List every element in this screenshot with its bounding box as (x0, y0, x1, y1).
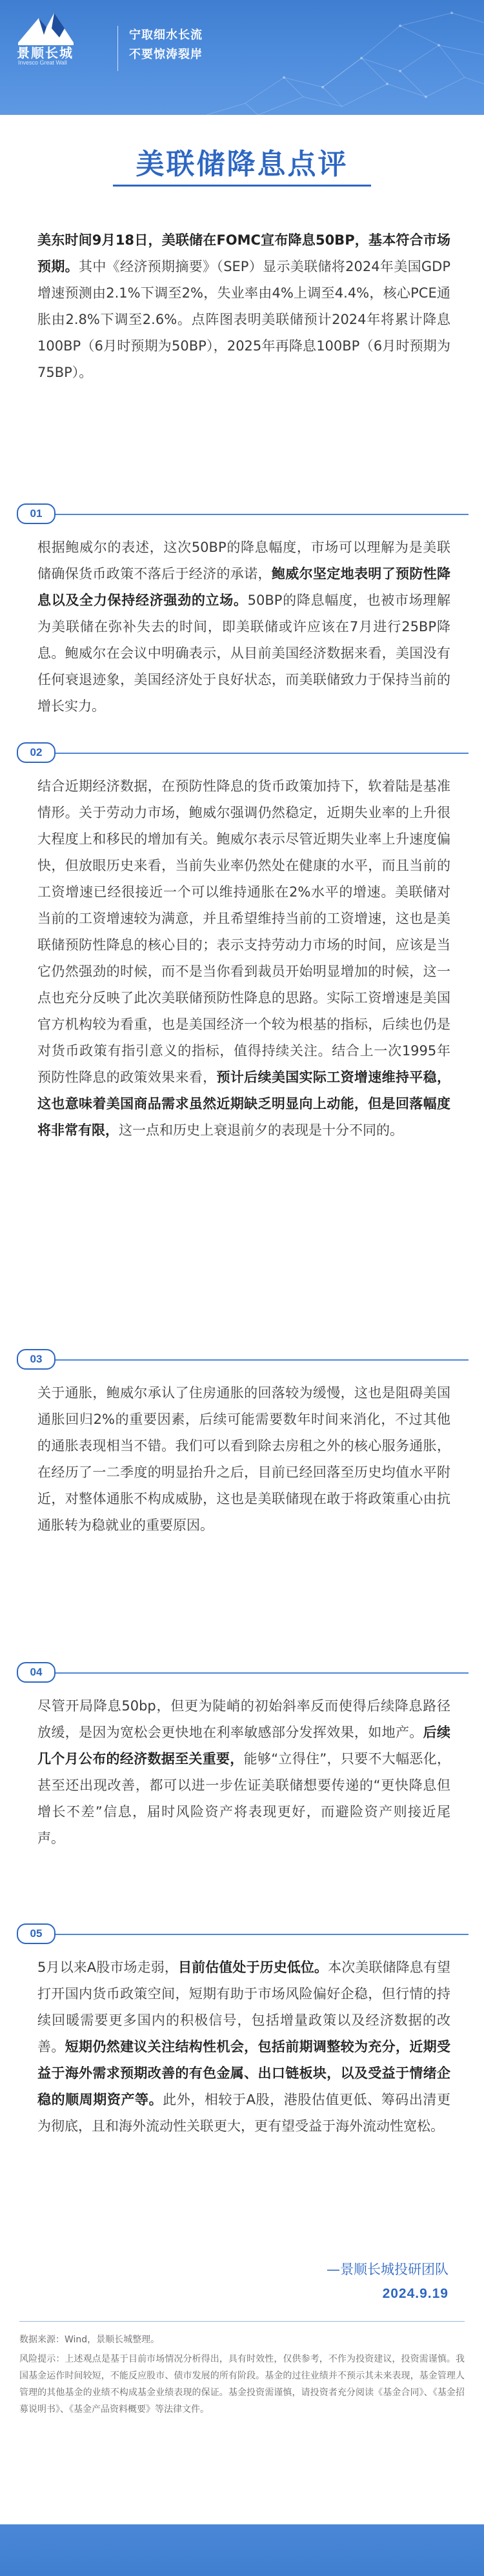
body-text: 关于通胀，鲍威尔承认了住房通胀的回落较为缓慢，这也是阻碍美国通胀回归2%的重要因素，后续可能需要数年时间来消化，不过其他的通胀表现相当不错。我们可以看到除去房租之外的核心服务通胀，在经历了一二季度的明显抬升之后，目前已经回落至历史均值水平附近，对整体通胀不构成威胁，这也是美联储现在敢于将政策重心由抗通胀转为稳就业的重要原因。 (37, 1385, 450, 1533)
highlight-text: 预计后续美国实际工资增速维持平稳，这也意味着美国商品需求虽然近期缺乏明显向上动能，但是回落幅度将非常有限， (37, 1070, 451, 1138)
logo-english-name: Invesco Great Wall (18, 59, 67, 66)
author-signature: —景顺长城投研团队 (327, 2262, 449, 2277)
intro-bold-text: 美东时间9月18日，美联储在FOMC宣布降息50BP，基本符合市场预期。 (37, 232, 450, 274)
header-divider (117, 26, 118, 71)
section-divider-line (55, 753, 469, 754)
section-paragraph (37, 1380, 450, 1539)
intro-section (37, 227, 450, 386)
highlight-text: 鲍威尔坚定地表明了预防性降息以及全力保持经济强劲的立场。 (37, 566, 451, 608)
title-area (0, 115, 484, 200)
body-text: 这一点和历史上衰退前夕的表现是十分不同的。 (119, 1122, 403, 1138)
body-text: 根据鲍威尔的表述，这次50BP的降息幅度，市场可以理解为是美联储确保货币政策不落后于经济的承诺， (37, 540, 450, 582)
section-body (37, 1693, 450, 1852)
body-text: 本次美联储降息有望打开国内货币政策空间，短期有助于市场风险偏好企稳，但行情的持续回暖需要更多国内的积极信号，包括增量政策以及经济数据的改善。 (37, 1960, 451, 2054)
highlight-text: 目前估值处于历史低位。 (177, 1960, 328, 1975)
body-text: 尽管开局降息50bp，但更为陡峭的初始斜率反而使得后续降息路径放缓，是因为宽松会更快地在利率敏感部分发挥效果，如地产。 (37, 1698, 450, 1740)
section-divider-line (55, 514, 469, 515)
section-number-badge: 04 (17, 1662, 55, 1683)
section-paragraph (37, 1954, 450, 2140)
highlight-text: 短期仍然建议关注结构性机会，包括前期调整较为充分，近期受益于海外需求预期改善的有色金属、出口链板块，以及受益于情绪企稳的顺周期资产等。 (37, 2039, 451, 2107)
section-number-badge: 02 (17, 742, 55, 763)
body-text: 50BP的降息幅度，也被市场理解为美联储在弥补失去的时间，即美联储或许应该在7月进行25BP降息。鲍威尔在会议中明确表示，从目前美国经济数据来看，美国没有任何衰退迹象，美国经济处于良好状态，而美联储致力于保持当前的增长实力。 (37, 593, 450, 714)
section-paragraph (37, 773, 450, 1144)
section-divider-line (55, 1359, 469, 1361)
publish-date: 2024.9.19 (382, 2286, 449, 2301)
section-number-badge: 01 (17, 503, 55, 524)
risk-disclaimer: 风险提示：上述观点是基于目前市场情况分析得出，具有时效性，仅供参考，不作为投资建议，投资需谨慎。我国基金运作时间较短，不能反应股市、债市发展的所有阶段。基金的过往业绩并不预示其未来表现，基金管理人管理的其他基金的业绩不构成基金业绩表现的保证。基金投资需谨慎，请投资者充分阅读《基金合同》、《基金招募说明书》、《基金产品资料概要》等法律文件。 (19, 2354, 465, 2415)
section-body (37, 773, 450, 1144)
section-divider-line (55, 1934, 469, 1935)
section-header (17, 503, 469, 525)
body-text: 结合近期经济数据，在预防性降息的货币政策加持下，软着陆是基准情形。关于劳动力市场，鲍威尔强调仍然稳定，近期失业率的上升很大程度上和移民的增加有关。鲍威尔表示尽管近期失业率上升速度偏快，但放眼历史来看，当前失业率仍然处在健康的水平，而且当前的工资增速已经很接近一个可以维持通胀在2%水平的增速。美联储对当前的工资增速较为满意，并且希望维持当前的工资增速，这也是美联储预防性降息的核心目的；表示支持劳动力市场的时间，应该是当它仍然强劲的时候，而不是当你看到裁员开始明显增加的时候，这一点也充分反映了此次美联储预防性降息的思路。实际工资增速是美国官方机构较为看重，也是美国经济一个较为根基的指标，后续也仍是对货币政策有指引意义的指标，值得持续关注。结合上一次1995年预防性降息的政策效果来看， (37, 778, 450, 1085)
section-body (37, 1954, 450, 2140)
title-underline (113, 185, 371, 187)
section-body (37, 1380, 450, 1539)
highlight-text: 后续几个月公布的经济数据至关重要， (37, 1725, 451, 1767)
logo-chinese-name: 景顺长城 (17, 45, 74, 61)
slogan-line-2: 不要惊涛裂岸 (129, 48, 203, 61)
section-paragraph (37, 1693, 450, 1852)
section-body (37, 534, 450, 720)
section-header (17, 1662, 469, 1684)
intro-paragraph (37, 227, 450, 386)
section-number-badge: 05 (17, 1923, 55, 1944)
section-divider-line (55, 1672, 469, 1674)
mountain-logo-icon (14, 9, 93, 48)
section-paragraph (37, 534, 450, 720)
section-number-badge: 03 (17, 1349, 55, 1370)
body-text: 5月以来A股市场走弱， (37, 1960, 178, 1975)
bottom-bar (0, 2524, 484, 2576)
footer-divider (19, 2321, 465, 2322)
data-source-note: 数据来源：Wind，景顺长城整理。 (19, 2335, 160, 2345)
intro-text: 其中《经济预期摘要》（SEP）显示美联储将2024年美国GDP增速预测由2.1%下调至2%，失业率由4%上调至4.4%，核心PCE通胀由2.8%下调至2.6%。点阵图表明美联储预计2024年将累计降息100BP（6月时预期为50BP），2025年再降息100BP（6月时预期为75BP）。 (37, 259, 451, 380)
section-header (17, 1923, 469, 1945)
page-title: 美联储降息点评 (136, 148, 348, 181)
slogan-line-1: 宁取细水长流 (129, 28, 203, 42)
body-text: 此外，相较于A股，港股估值更低、筹码出清更为彻底，且和海外流动性关联更大，更有望受益于海外流动性宽松。 (37, 2092, 451, 2134)
section-header (17, 742, 469, 764)
section-header (17, 1349, 469, 1371)
header-banner (0, 0, 484, 115)
body-text: 能够“立得住”，只要不大幅恶化，甚至还出现改善，都可以进一步佐证美联储想要传递的“更快降息但增长不差”信息，届时风险资产将表现更好，而避险资产则接近尾声。 (37, 1751, 450, 1846)
